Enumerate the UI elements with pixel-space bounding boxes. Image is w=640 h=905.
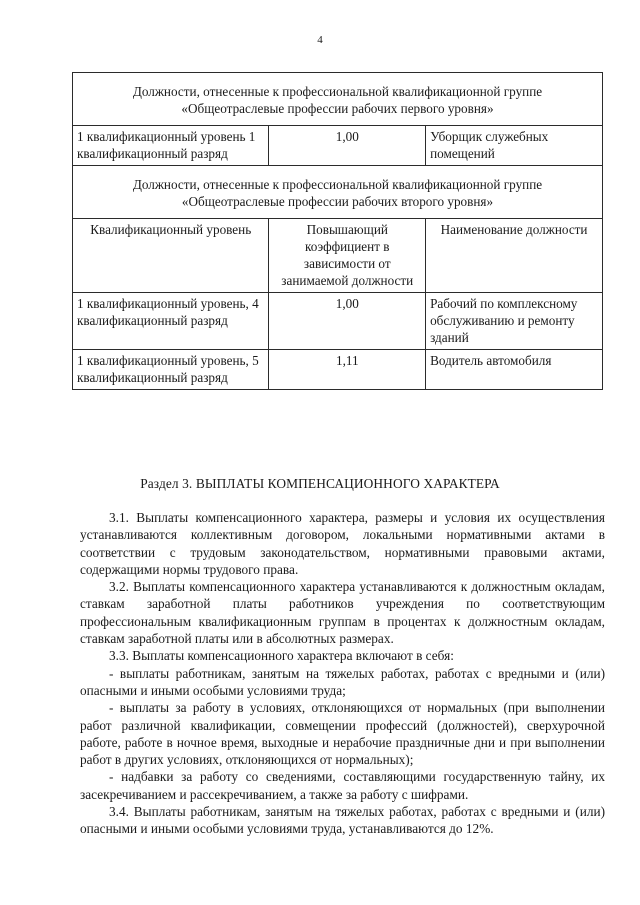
paragraph: 3.1. Выплаты компенсационного характера, размеры и условия их осуществления устанавливаются коллективным договором, локальными нормативными актами в соответствии с трудовым законодательством, нормативными правовыми актами, содержащими нормы трудового права. [80,510,605,577]
paragraph: 3.4. Выплаты работникам, занятым на тяжелых работах, работах с вредными и (или) опасными и иными особыми условиями труда, устанавливаются до 12%. [80,804,605,837]
group2-title: Должности, отнесенные к профессиональной квалификационной группе «Общеотраслевые профессии рабочих второго уровня» [73,166,603,219]
list-item: - выплаты работникам, занятым на тяжелых работах, работах с вредными и (или) опасными и иными особыми условиями труда; [80,665,605,698]
table-row [73,293,603,350]
position-header: Наименование должности [426,219,603,293]
list-item: - выплаты за работу в условиях, отклоняющихся от нормальных (при выполнении работ различной квалификации, совмещении профессий (должностей), сверхурочной работе, работе в ночное время, выходные и нерабочие праздничные дни и при выполнении работ в других условиях, отклоняющихся от нормальных); [80,700,605,768]
table-row [73,126,603,166]
paragraph: 3.2. Выплаты компенсационного характера устанавливаются к должностным окладам, ставкам заработной платы работников учреждения по соответствующим профессиональным квалификационным группам в процентах к должностным окладам, ставкам заработной платы или в абсолютных размерах. [80,579,605,647]
group-header-row [73,166,603,219]
list-item: - надбавки за работу со сведениями, составляющими государственную тайну, их засекречиванием и рассекречиванием, а также за работу с шифрами. [80,769,605,802]
paragraph: 3.3. Выплаты компенсационного характера включают в себя: [109,648,454,664]
level-cell: 1 квалификационный уровень, 5 квалификационный разряд [73,350,269,390]
position-cell: Уборщик служебных помещений [426,126,603,166]
section-body [80,509,605,838]
coefficient-cell: 1,00 [269,126,426,166]
level-header: Квалификационный уровень [73,219,269,293]
level-cell: 1 квалификационный уровень, 4 квалификационный разряд [73,293,269,350]
coefficient-cell: 1,11 [269,350,426,390]
group1-title: Должности, отнесенные к профессиональной квалификационной группе «Общеотраслевые профессии рабочих первого уровня» [73,73,603,126]
level-cell: 1 квалификационный уровень 1 квалификационный разряд [73,126,269,166]
column-header-row [73,219,603,293]
coefficient-header: Повышающий коэффициент в зависимости от занимаемой должности [269,219,426,293]
coefficient-cell: 1,00 [269,293,426,350]
table-row [73,350,603,390]
section-title: Раздел 3. ВЫПЛАТЫ КОМПЕНСАЦИОННОГО ХАРАКТЕРА [140,476,500,491]
group-header-row [73,73,603,126]
qualification-table [72,72,603,390]
position-cell: Рабочий по комплексному обслуживанию и ремонту зданий [426,293,603,350]
position-cell: Водитель автомобиля [426,350,603,390]
page-number: 4 [317,34,323,46]
